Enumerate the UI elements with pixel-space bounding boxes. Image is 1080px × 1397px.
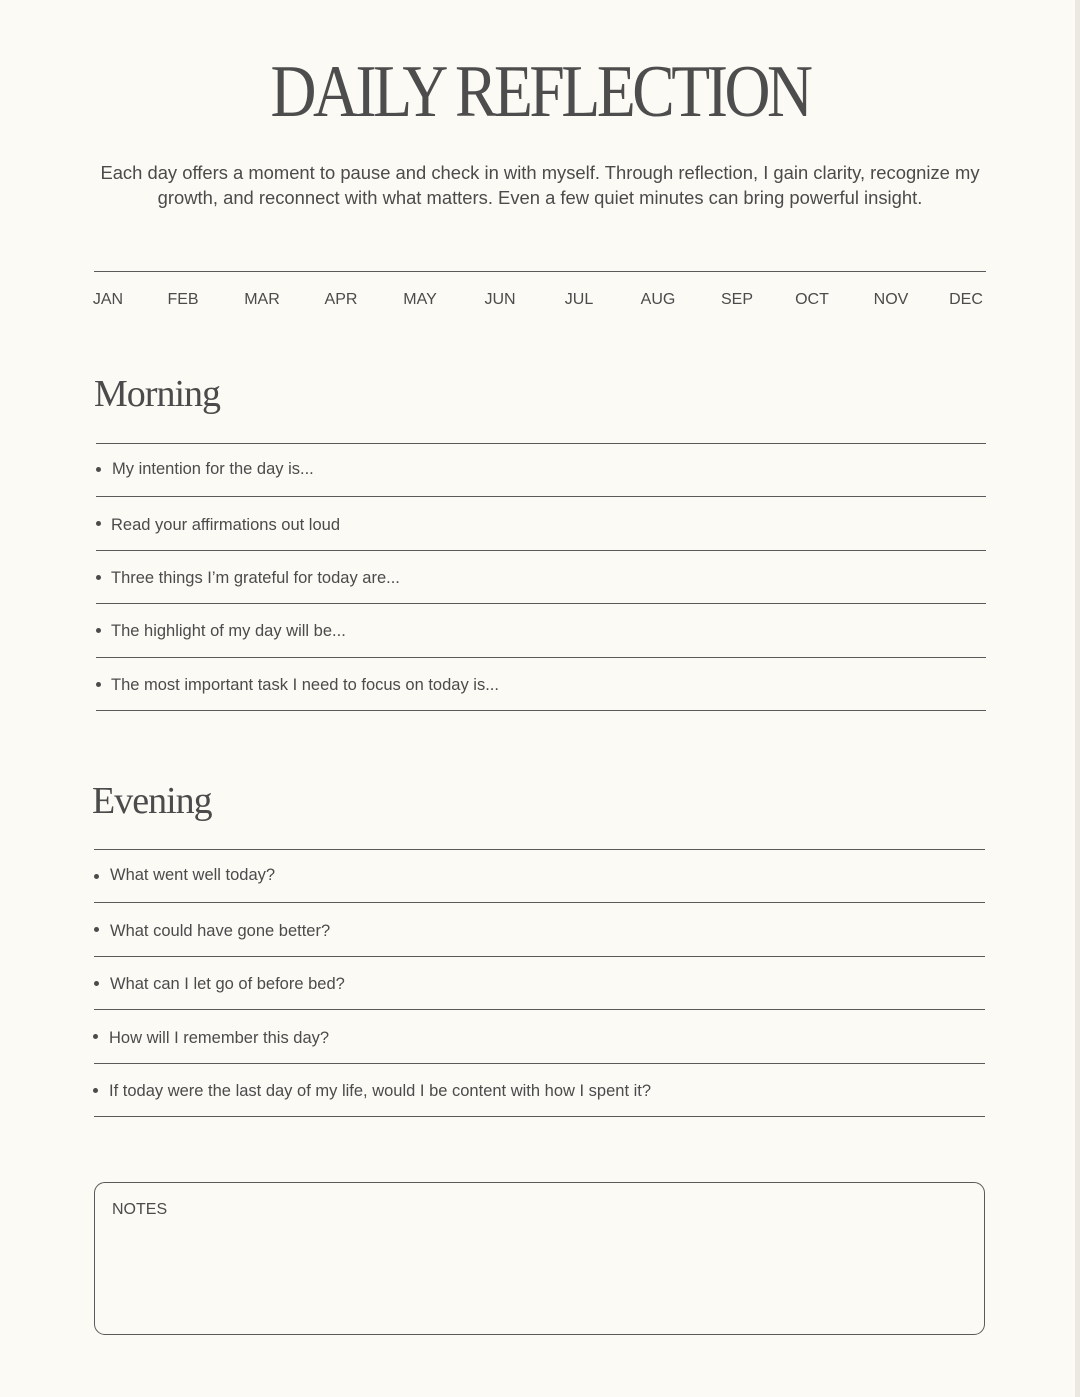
evening-rule-1 — [94, 902, 985, 903]
month-mar[interactable]: MAR — [244, 291, 280, 308]
morning-rule-3 — [96, 603, 986, 604]
month-oct[interactable]: OCT — [795, 291, 829, 308]
bullet-icon — [93, 1088, 98, 1093]
page-title: DAILY REFLECTION — [270, 51, 810, 133]
bullet-icon — [96, 521, 101, 526]
evening-rule-2 — [94, 956, 985, 957]
notes-label: NOTES — [112, 1201, 168, 1218]
bullet-icon — [96, 628, 101, 633]
bullet-icon — [94, 927, 99, 932]
evening-prompt-went-well[interactable]: What went well today? — [110, 866, 276, 884]
morning-rule-4 — [96, 657, 986, 658]
evening-rule-top — [94, 849, 985, 850]
evening-rule-3 — [94, 1009, 985, 1010]
bullet-icon — [96, 575, 101, 580]
page-edge — [1075, 0, 1080, 1397]
month-apr[interactable]: APR — [324, 291, 358, 308]
evening-prompt-let-go[interactable]: What can I let go of before bed? — [110, 975, 345, 993]
morning-prompt-highlight[interactable]: The highlight of my day will be... — [111, 622, 346, 640]
month-jan[interactable]: JAN — [92, 291, 124, 308]
month-feb[interactable]: FEB — [167, 291, 199, 308]
month-may[interactable]: MAY — [403, 291, 437, 308]
evening-rule-4 — [94, 1063, 985, 1064]
month-dec[interactable]: DEC — [949, 291, 983, 308]
bullet-icon — [94, 981, 99, 986]
morning-rule-1 — [96, 496, 986, 497]
month-jul[interactable]: JUL — [564, 291, 594, 308]
month-jun[interactable]: JUN — [484, 291, 516, 308]
month-sep[interactable]: SEP — [720, 291, 754, 308]
morning-prompt-grateful[interactable]: Three things I’m grateful for today are... — [111, 569, 400, 587]
morning-rule-2 — [96, 550, 986, 551]
morning-rule-top — [96, 443, 986, 444]
evening-prompt-remember[interactable]: How will I remember this day? — [109, 1029, 330, 1047]
evening-rule-bottom — [94, 1116, 985, 1117]
bullet-icon — [94, 874, 99, 879]
month-aug[interactable]: AUG — [640, 291, 676, 308]
month-row-divider — [94, 271, 986, 272]
morning-heading: Morning — [94, 373, 220, 415]
morning-prompt-intention[interactable]: My intention for the day is... — [112, 460, 314, 478]
month-nov[interactable]: NOV — [873, 291, 909, 308]
intro-paragraph: Each day offers a moment to pause and check in with myself. Through reflection, I gain clarity, recognize my growth, and reconnect with what matters. Even a few quiet minutes can bring powerful insight. — [100, 162, 980, 208]
morning-prompt-task[interactable]: The most important task I need to focus on today is... — [111, 676, 499, 694]
morning-prompt-affirmations[interactable]: Read your affirmations out loud — [111, 516, 340, 534]
evening-prompt-better[interactable]: What could have gone better? — [110, 922, 331, 940]
notes-box[interactable] — [94, 1182, 985, 1335]
evening-prompt-last-day[interactable]: If today were the last day of my life, would I be content with how I spent it? — [109, 1082, 652, 1100]
month-selector — [0, 289, 1080, 313]
evening-heading: Evening — [92, 780, 212, 822]
bullet-icon — [96, 467, 101, 472]
bullet-icon — [96, 682, 101, 687]
morning-rule-bottom — [96, 710, 986, 711]
bullet-icon — [93, 1034, 98, 1039]
